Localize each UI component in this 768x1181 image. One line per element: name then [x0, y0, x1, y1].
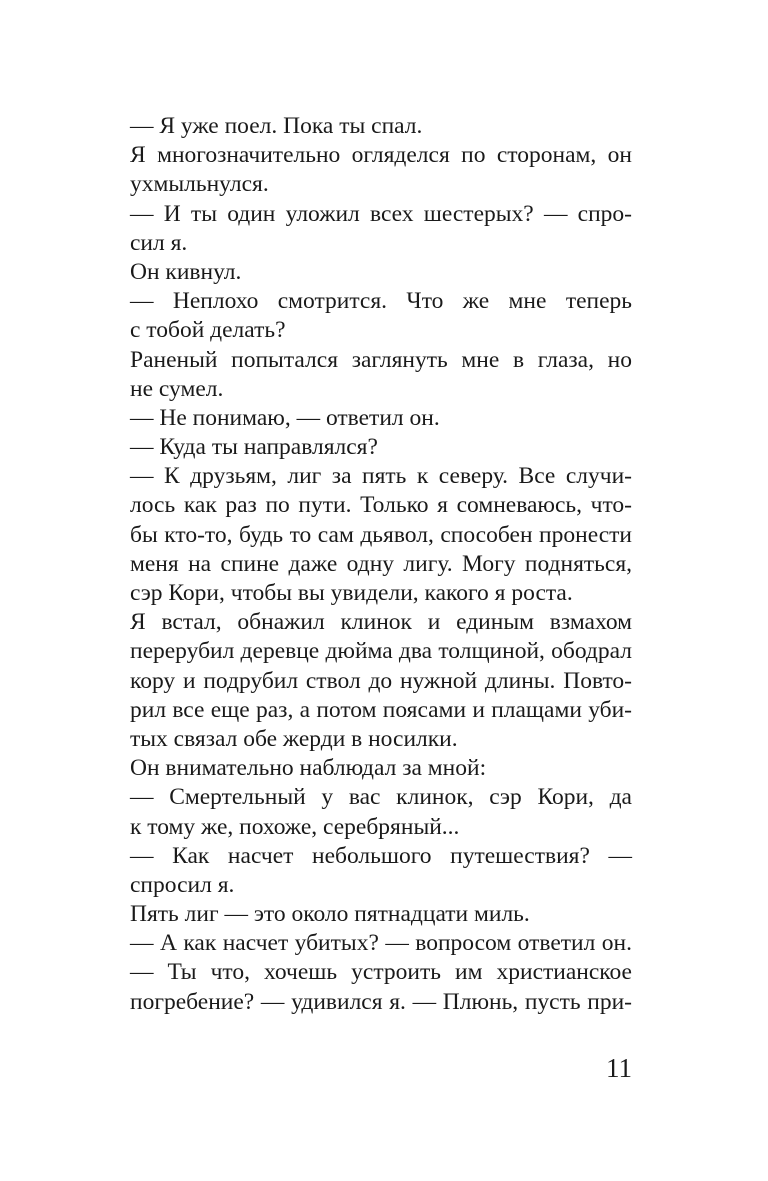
text-line: — Ты что, хочешь устроить им христианское	[130, 959, 632, 986]
text-line: — К друзьям, лиг за пять к северу. Все случи-	[130, 463, 632, 490]
text-line: Я встал, обнажил клинок и единым взмахом	[130, 609, 632, 636]
text-line: — Как насчет небольшого путешествия? —	[130, 842, 632, 869]
text-line: сил я.	[130, 229, 188, 256]
text-line: рил все еще раз, а потом поясами и плащами уби-	[130, 696, 632, 723]
text-line: — Не понимаю, — ответил он.	[130, 404, 440, 431]
text-line: с тобой делать?	[130, 317, 286, 344]
text-line: сэр Кори, чтобы вы увидели, какого я роста.	[130, 580, 573, 606]
text-line: тых связал обе жерди в носилки.	[130, 725, 458, 752]
text-line: ухмыльнулся.	[130, 171, 269, 198]
text-line: кору и подрубил ствол до нужной длины. Повто-	[130, 667, 632, 694]
page-number: 11	[606, 1053, 632, 1083]
text-line: лось как раз по пути. Только я сомневаюсь, что-	[130, 492, 632, 519]
text-line: — И ты один уложил всех шестерых? — спро-	[130, 200, 632, 227]
text-line: к тому же, похоже, серебряный...	[130, 813, 460, 840]
page-body-text	[130, 112, 632, 1017]
text-line: — А как насчет убитых? — вопросом ответил он.	[130, 930, 632, 957]
text-line: — Смертельный у вас клинок, сэр Кори, да	[130, 784, 632, 811]
text-line: — Я уже поел. Пока ты спал.	[130, 113, 423, 139]
text-line: Пять лиг — это около пятнадцати миль.	[130, 901, 530, 928]
text-line: не сумел.	[130, 375, 224, 402]
text-line: Он внимательно наблюдал за мной:	[130, 755, 487, 782]
text-line: погребение? — удивился я. — Плюнь, пусть при-	[130, 988, 632, 1015]
text-line: перерубил деревце дюйма два толщиной, ободрал	[130, 638, 632, 665]
text-line: Он кивнул.	[130, 258, 242, 285]
text-line: спросил я.	[130, 871, 235, 898]
text-line: Раненый попытался заглянуть мне в глаза, но	[130, 346, 632, 373]
text-line: — Неплохо смотрится. Что же мне теперь	[130, 288, 632, 315]
text-line: — Куда ты направлялся?	[130, 434, 378, 461]
text-line: бы кто-то, будь то сам дьявол, способен пронести	[130, 521, 632, 548]
text-line: Я многозначительно огляделся по сторонам, он	[130, 142, 632, 169]
text-line: меня на спине даже одну лигу. Могу подняться,	[130, 550, 632, 577]
